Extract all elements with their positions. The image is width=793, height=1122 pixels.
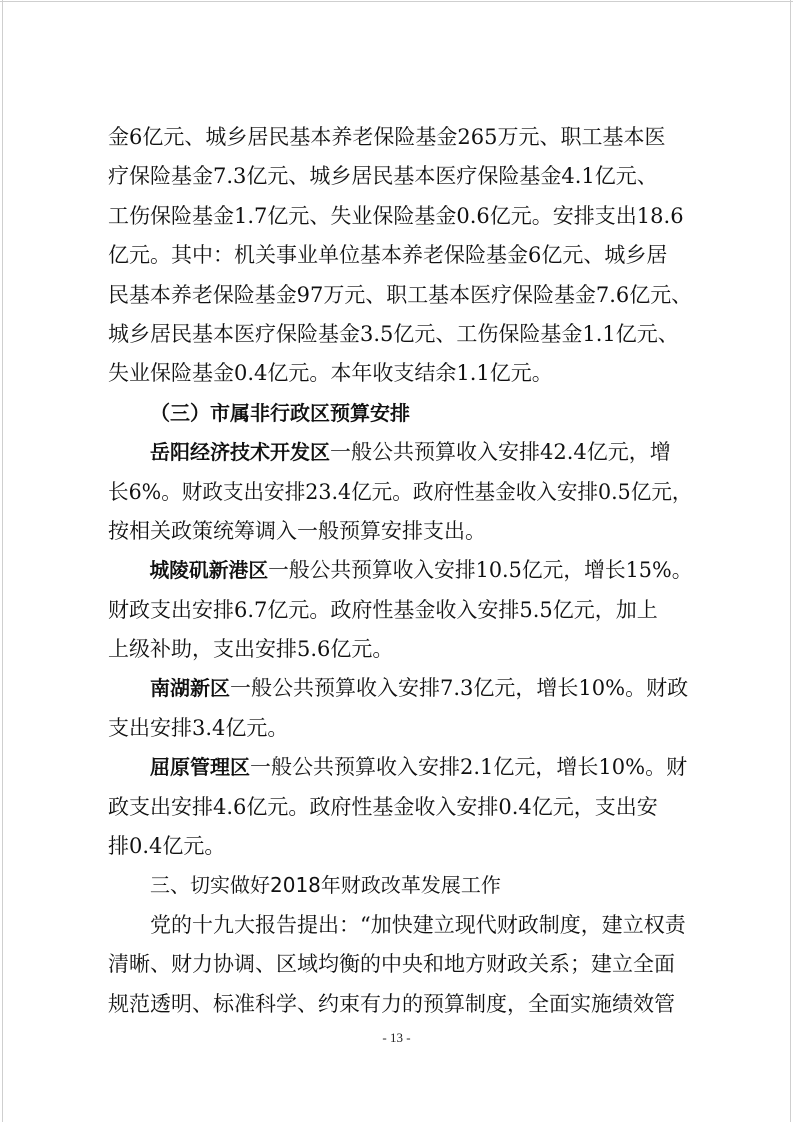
paragraph-line: 工伤保险基金1.7亿元、失业保险基金0.6亿元。安排支出18.6 <box>108 203 684 228</box>
nanhu-text: 一般公共预算收入安排7.3亿元，增长10%。财政 <box>230 676 689 701</box>
yueyang-text: 一般公共预算收入安排42.4亿元，增 <box>330 440 671 465</box>
paragraph-line: 亿元。其中：机关事业单位基本养老保险基金6亿元、城乡居 <box>108 243 668 268</box>
quyuan-district-name: 屈原管理区 <box>150 755 250 780</box>
nanhu-district-name: 南湖新区 <box>150 676 230 701</box>
paragraph-line: 按相关政策统筹调入一般预算安排支出。 <box>108 518 486 543</box>
section-heading: 三、切实做好2018年财政改革发展工作 <box>150 873 501 898</box>
quyuan-text: 一般公共预算收入安排2.1亿元，增长10%。财 <box>250 755 688 780</box>
chenglingji-district-name: 城陵矶新港区 <box>149 558 269 583</box>
nanhu-paragraph-first-line <box>108 669 692 708</box>
paragraph-line: 规范透明、标准科学、约束有力的预算制度，全面实施绩效管 <box>108 991 675 1016</box>
paragraph-line: 金6亿元、城乡居民基本养老保险基金265万元、职工基本医 <box>108 125 666 149</box>
yueyang-district-name: 岳阳经济技术开发区 <box>150 440 330 465</box>
document-body <box>108 118 692 1024</box>
yueyang-paragraph-first-line <box>108 433 692 472</box>
page-border-left <box>2 0 3 1122</box>
paragraph-line: 上级补助，支出安排5.6亿元。 <box>108 637 394 662</box>
paragraph-line: 长6%。财政支出安排23.4亿元。政府性基金收入安排0.5亿元， <box>108 479 693 504</box>
paragraph-line: 党的十九大报告提出：“加快建立现代财政制度，建立权责 <box>150 912 686 937</box>
page-border-top <box>0 1 793 2</box>
paragraph-line: 排0.4亿元。 <box>108 834 226 859</box>
page-number: - 13 - <box>382 1030 411 1045</box>
paragraph-line: 清晰、财力协调、区域均衡的中央和地方财政关系；建立全面 <box>108 952 675 977</box>
chenglingji-text: 一般公共预算收入安排10.5亿元，增长15%。 <box>268 558 693 583</box>
paragraph-line: 失业保险基金0.4亿元。本年收支结余1.1亿元。 <box>108 361 553 386</box>
paragraph-line: 城乡居民基本医疗保险基金3.5亿元、工伤保险基金1.1亿元、 <box>108 321 679 346</box>
paragraph-line: 疗保险基金7.3亿元、城乡居民基本医疗保险基金4.1亿元、 <box>108 164 658 189</box>
paragraph-line: 政支出安排4.6亿元。政府性基金收入安排0.4亿元，支出安 <box>108 794 658 819</box>
subsection-heading: （三）市属非行政区预算安排 <box>150 400 410 425</box>
page-border-right <box>790 0 791 1122</box>
paragraph-line: 民基本养老保险基金97万元、职工基本医疗保险基金7.6亿元、 <box>108 282 693 307</box>
paragraph-line: 支出安排3.4亿元。 <box>108 715 289 740</box>
paragraph-line: 财政支出安排6.7亿元。政府性基金收入安排5.5亿元，加上 <box>108 597 658 622</box>
chenglingji-paragraph-first-line <box>108 551 693 590</box>
quyuan-paragraph-first-line <box>108 748 692 787</box>
